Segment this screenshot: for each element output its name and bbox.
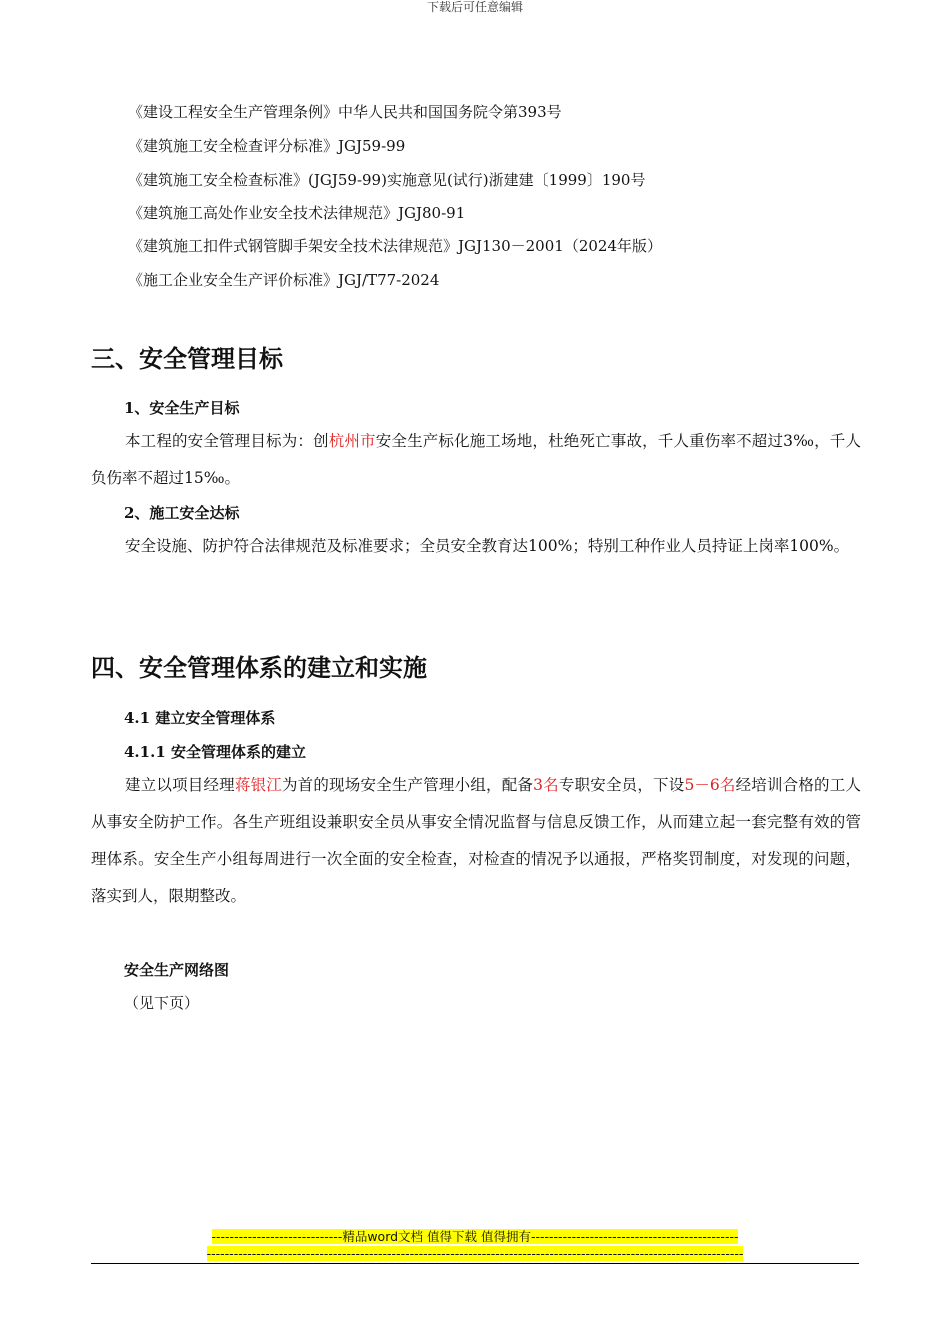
network-diagram-note: （见下页）	[124, 994, 200, 1012]
footer-text: -----------------------------精品word文档 值得下载 值得拥有----------------------------------------------	[211, 1229, 739, 1244]
highlight-text: 5－6名	[684, 776, 736, 794]
subsection-heading: 4.1 建立安全管理体系	[124, 709, 276, 727]
footer-banner	[0, 1229, 950, 1244]
text-run: 安全生产标化施工场地，杜绝死亡事故，千人重伤率不超过3‰，千人负伤率不超过15‰。	[91, 432, 861, 487]
paragraph-compliance: 安全设施、防护符合法律规范及标准要求；全员安全教育达100%；特别工种作业人员持证上岗率100%。	[125, 537, 850, 555]
reference-item: 《建筑施工高处作业安全技术法律规范》JGJ80-91	[128, 204, 466, 222]
highlight-text: 3名	[533, 776, 559, 794]
paragraph-safety-goal	[91, 423, 861, 497]
reference-item: 《建筑施工安全检查标准》(JGJ59-99)实施意见(试行)浙建建〔1999〕190号	[128, 171, 646, 189]
reference-item: 《建筑施工安全检查评分标准》JGJ59-99	[128, 137, 406, 155]
footer-text: -----------------------------------------------------------------------------------------------------------------------	[206, 1246, 744, 1261]
highlight-text: 蒋银江	[234, 776, 282, 794]
reference-item: 《建筑施工扣件式钢管脚手架安全技术法律规范》JGJ130－2001（2024年版）	[128, 237, 662, 255]
footer-rule	[91, 1263, 859, 1264]
page-header: 下载后可任意编辑	[426, 0, 523, 14]
reference-item: 《建设工程安全生产管理条例》中华人民共和国国务院令第393号	[128, 103, 562, 121]
text-run: 为首的现场安全生产管理小组，配备	[281, 776, 534, 794]
subsection-heading: 1、安全生产目标	[124, 399, 240, 417]
subsection-heading: 2、施工安全达标	[124, 504, 240, 522]
highlight-text: 杭州市	[328, 432, 376, 450]
network-diagram-title: 安全生产网络图	[124, 961, 230, 979]
text-run: 经培训合格的工人从事安全防护工作。各生产班组设兼职安全员从事安全情况监督与信息反馈工作，从而建立起一套完整有效的管理体系。安全生产小组每周进行一次全面的安全检查，对检查的情况予以通报，严格奖罚制度，对发现的问题，落实到人，限期整改。	[91, 776, 861, 905]
section-heading: 四、安全管理体系的建立和实施	[91, 654, 427, 682]
paragraph-management-system	[91, 767, 861, 915]
reference-item: 《施工企业安全生产评价标准》JGJ/T77-2024	[128, 271, 440, 289]
text-run: 本工程的安全管理目标为：创	[125, 432, 329, 450]
text-run: 建立以项目经理	[125, 776, 235, 794]
footer-dashes	[0, 1246, 950, 1261]
text-run: 专职安全员，下设	[558, 776, 685, 794]
section-heading: 三、安全管理目标	[91, 345, 283, 373]
subsection-heading: 4.1.1 安全管理体系的建立	[124, 743, 306, 761]
